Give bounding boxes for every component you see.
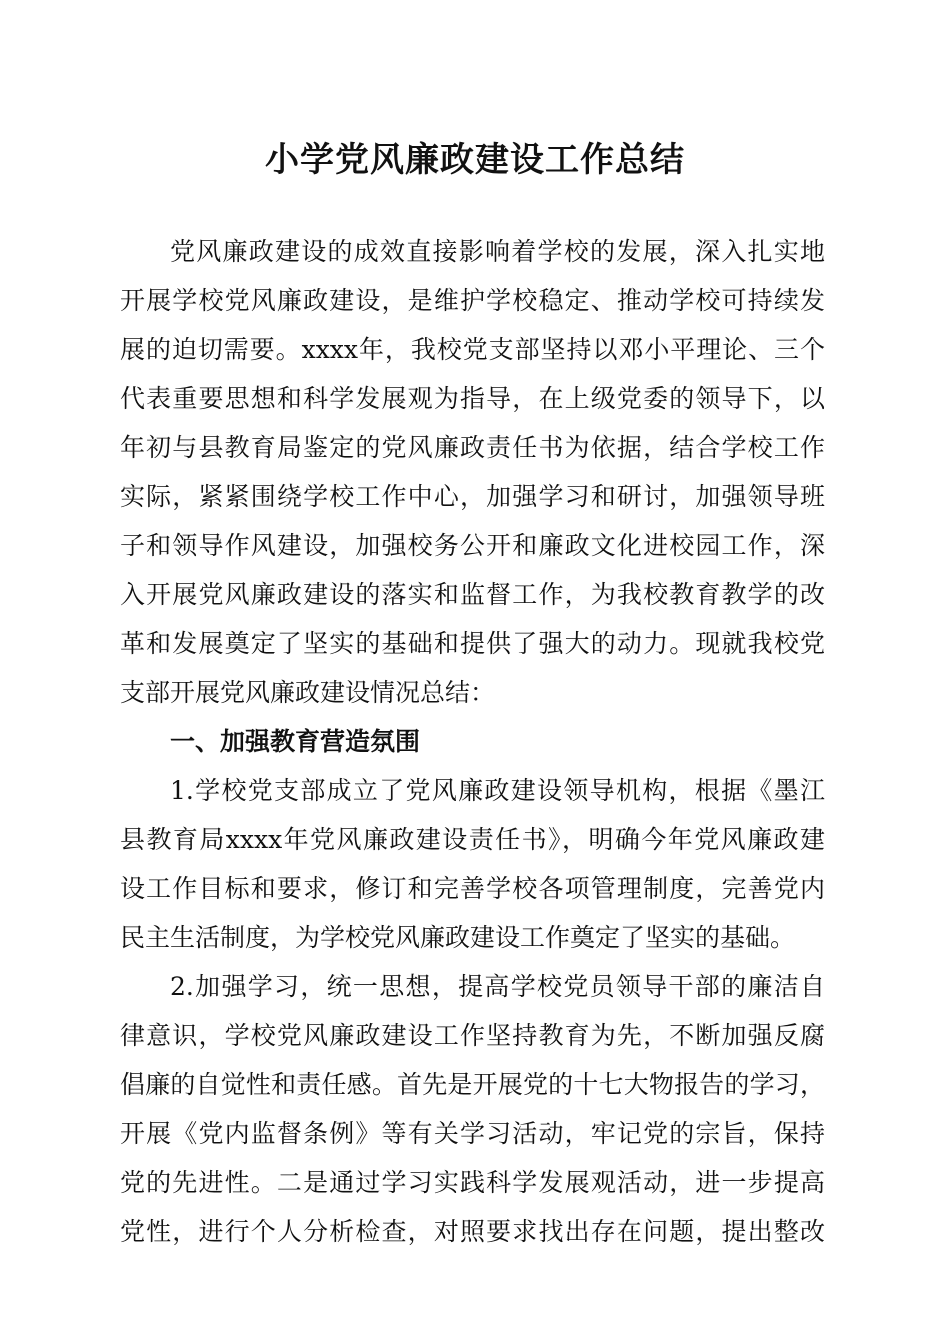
- page-title: 小学党风廉政建设工作总结: [265, 140, 685, 180]
- intro-line: 党风廉政建设的成效直接影响着学校的发展，深入扎实地: [170, 237, 825, 266]
- item1-line: 设工作目标和要求，修订和完善学校各项管理制度，完善党内: [120, 874, 825, 903]
- intro-line: 开展学校党风廉政建设，是维护学校稳定、推动学校可持续发: [120, 286, 825, 315]
- intro-line: 入开展党风廉政建设的落实和监督工作，为我校教育教学的改: [120, 580, 825, 609]
- item1-line: 县教育局xxxx年党风廉政建设责任书》，明确今年党风廉政建: [120, 825, 825, 854]
- item1-line: 民主生活制度，为学校党风廉政建设工作奠定了坚实的基础。: [120, 923, 796, 952]
- item2-line: 开展《党内监督条例》等有关学习活动，牢记党的宗旨，保持: [120, 1119, 825, 1148]
- intro-line: 展的迫切需要。xxxx年，我校党支部坚持以邓小平理论、三个: [120, 335, 825, 364]
- intro-line: 子和领导作风建设，加强校务公开和廉政文化进校园工作，深: [120, 531, 825, 560]
- intro-line: 支部开展党风廉政建设情况总结：: [120, 678, 496, 707]
- intro-line: 实际，紧紧围绕学校工作中心，加强学习和研讨，加强领导班: [120, 482, 825, 511]
- intro-line: 年初与县教育局鉴定的党风廉政责任书为依据，结合学校工作: [120, 433, 825, 462]
- item1-line: 1.学校党支部成立了党风廉政建设领导机构，根据《墨江: [170, 776, 825, 805]
- item2-line: 倡廉的自觉性和责任感。首先是开展党的十七大物报告的学习，: [120, 1070, 825, 1099]
- intro-line: 革和发展奠定了坚实的基础和提供了强大的动力。现就我校党: [120, 629, 825, 658]
- item2-line: 党性，进行个人分析检查，对照要求找出存在问题，提出整改: [120, 1217, 825, 1246]
- item2-line: 律意识，学校党风廉政建设工作坚持教育为先，不断加强反腐: [120, 1021, 825, 1050]
- item2-line: 2.加强学习，统一思想，提高学校党员领导干部的廉洁自: [170, 972, 825, 1001]
- item2-line: 党的先进性。二是通过学习实践科学发展观活动，进一步提高: [120, 1168, 825, 1197]
- intro-line: 代表重要思想和科学发展观为指导，在上级党委的领导下，以: [120, 384, 825, 413]
- section-heading: 一、加强教育营造氛围: [170, 727, 421, 756]
